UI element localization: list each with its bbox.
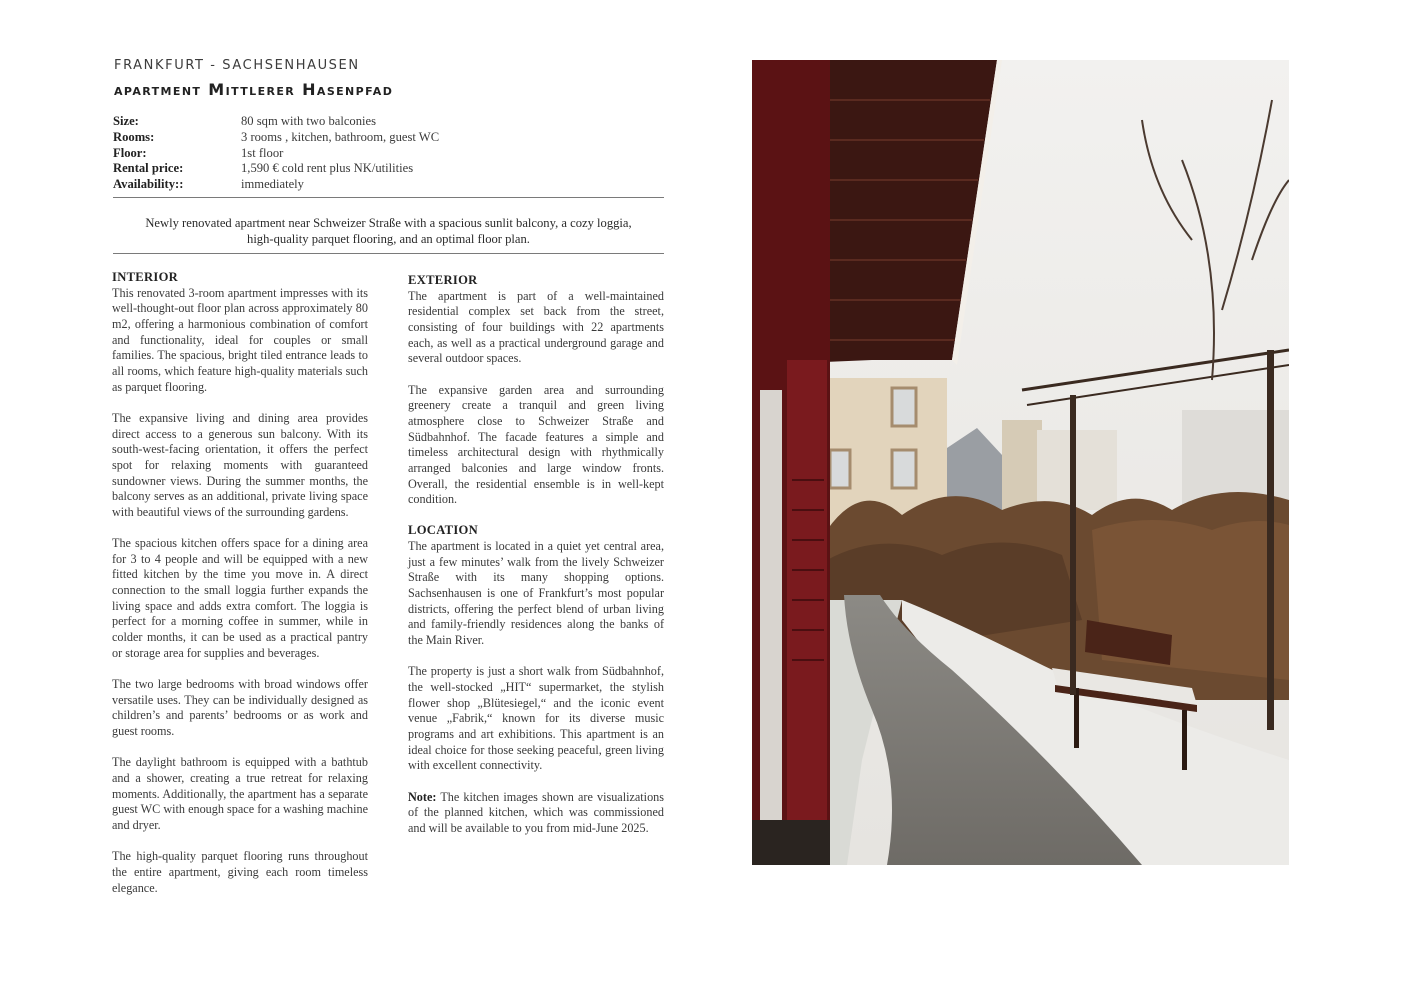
paragraph: The apartment is located in a quiet yet central area, just a few minutes’ walk from the lively Schweizer Straße with its many shopping options. Sachsenhausen is one of Frankfurt’s most popular districts, offering the perfect blend of urban living and family-friendly residences along the banks of the Main River.: [408, 539, 664, 648]
fact-label: Rooms:: [113, 129, 155, 144]
fact-value: immediately: [241, 177, 304, 192]
note-paragraph: [408, 790, 664, 837]
paragraph: The property is just a short walk from Südbahnhof, the well-stocked „HIT“ supermarket, the stylish flower shop „Blütesiegel,“ and the iconic event venue „Fabrik,“ known for its diverse music programs and art exhibitions. This apartment is an ideal choice for those seeking peaceful, green living with excellent connectivity.: [408, 664, 664, 773]
summary-text: [113, 216, 664, 247]
paragraph: The high-quality parquet flooring runs throughout the entire apartment, giving each room timeless elegance.: [112, 849, 368, 895]
page-title: apartment Mittlerer Hasenpfad: [114, 80, 394, 99]
fact-row-availability: [113, 177, 663, 193]
exterior-location-column: [408, 273, 664, 852]
section-heading-exterior: EXTERIOR: [408, 273, 478, 287]
note-label: Note:: [408, 789, 437, 804]
interior-column: [112, 270, 368, 912]
fact-label: Rental price:: [113, 161, 184, 176]
fact-value: 1st floor: [241, 145, 284, 160]
paragraph: This renovated 3-room apartment impresses with its well-thought-out floor plan across approximately 80 m2, offering a harmonious combination of comfort and functionality, ideal for couples or small families. The spacious, bright tiled entrance leads to all rooms, which feature high-quality materials such as parquet flooring.: [112, 285, 368, 394]
facts-table: [113, 114, 663, 193]
paragraph: The expansive living and dining area provides direct access to a generous sun balcony. With its south-west-facing orientation, it offers the perfect spot for relaxing moments with guaranteed sundowner views. During the summer months, the balcony serves as an additional, private living space with beautiful views of the surrounding gardens.: [112, 410, 368, 519]
garden-path-photo: [752, 60, 1289, 865]
paragraph: The spacious kitchen offers space for a dining area for 3 to 4 people and will be equipped with a new fitted kitchen by the time you move in. A direct connection to the small loggia further expands the living space and adds extra comfort. The loggia is perfect for a morning coffee in summer, while in colder months, it can be used as a practical pantry or storage area for supplies and beverages.: [112, 536, 368, 660]
summary-line: Newly renovated apartment near Schweizer Straße with a spacious sunlit balcony, a cozy loggia,: [145, 216, 632, 230]
divider: [113, 253, 664, 254]
fact-value: 3 rooms , kitchen, bathroom, guest WC: [241, 129, 440, 144]
fact-row-rooms: [113, 130, 663, 146]
fact-label: Availability::: [113, 177, 184, 192]
paragraph: The two large bedrooms with broad windows offer versatile uses. They can be individually designed as children’s and parents’ bedrooms or as work and guest rooms.: [112, 677, 368, 738]
fact-row-size: [113, 114, 663, 130]
fact-row-floor: [113, 146, 663, 162]
location-kicker: FRANKFURT - SACHSENHAUSEN: [114, 58, 360, 73]
fact-label: Size:: [113, 114, 139, 128]
paragraph: The expansive garden area and surrounding greenery create a tranquil and green living atmosphere close to Schweizer Straße and Südbahnhof. The facade features a simple and timeless architectural design with rhythmically arranged balconies and large window fronts. Overall, the residential ensemble is in well-kept condition.: [408, 382, 664, 507]
paragraph: The apartment is part of a well-maintained residential complex set back from the street, consisting of four buildings with 22 apartments each, as well as a practical underground garage and several outdoor spaces.: [408, 288, 664, 366]
paragraph: The daylight bathroom is equipped with a bathtub and a shower, creating a true retreat for relaxing moments. Additionally, the apartment has a separate guest WC with enough space for a washing machine and dryer.: [112, 755, 368, 832]
divider: [113, 197, 664, 198]
summary-line: high-quality parquet flooring, and an optimal floor plan.: [247, 231, 530, 246]
note-text: The kitchen images shown are visualizations of the planned kitchen, which was commissioned and will be available to you from mid-June 2025.: [408, 789, 664, 835]
section-heading-interior: INTERIOR: [112, 270, 179, 284]
section-heading-location: LOCATION: [408, 523, 479, 538]
fact-row-rental-price: [113, 161, 663, 177]
fact-value: 1,590 € cold rent plus NK/utilities: [241, 161, 414, 176]
fact-value: 80 sqm with two balconies: [241, 114, 377, 128]
fact-label: Floor:: [113, 145, 147, 160]
